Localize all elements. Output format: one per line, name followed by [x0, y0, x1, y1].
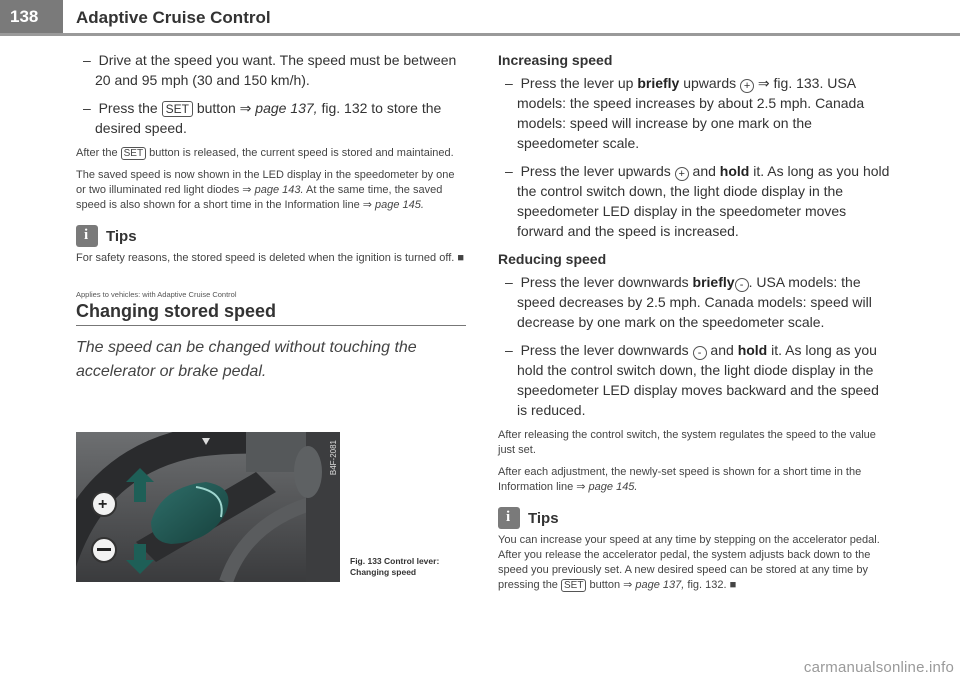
left-column [76, 50, 466, 384]
bullet-drive-speed: – Drive at the speed you want. The speed must be between 20 and 95 mph (30 and 150 km/h). [83, 52, 457, 88]
minus-icon: - [735, 278, 749, 292]
info-icon: i [76, 225, 98, 247]
figure-code: B4F-2081 [329, 440, 338, 476]
page-ref-link[interactable]: page 137, [635, 579, 685, 591]
tips-heading [76, 225, 466, 247]
increasing-speed-title: Increasing speed [498, 52, 613, 68]
minus-icon: - [693, 346, 707, 360]
reduce-brief-bullet: – Press the lever downwards briefly - . USA models: the speed decreases by 2.5 mph. Canada models: speed will decrease by one mark on the speedometer scale. [505, 274, 872, 330]
header-rule [0, 33, 960, 36]
plus-icon: + [675, 167, 689, 181]
set-key: SET [121, 147, 146, 160]
control-lever-figure [76, 432, 340, 582]
page-number-box [0, 0, 63, 36]
page-ref-link[interactable]: page 145. [375, 199, 424, 211]
page-number: 138 [10, 7, 39, 26]
plus-icon: + [740, 79, 754, 93]
tips-title: Tips [106, 227, 137, 245]
adjustment-paragraph: After each adjustment, the newly-set speed is shown for a short time in the Information line ⇒ page 145. [498, 466, 862, 493]
set-released-paragraph: After the SET button is released, the current speed is stored and maintained. [76, 147, 454, 159]
control-lever-illustration [76, 432, 340, 582]
led-display-paragraph: The saved speed is now shown in the LED display in the speedometer by one or two illuminated red light diodes ⇒ page 143. At the same time, the saved speed is also shown for a short time in the Information line ⇒ page 145. [76, 169, 455, 211]
watermark: carmanualsonline.info [803, 659, 954, 676]
bullet-press-set: – Press the SET button ⇒ page 137, fig. 132 to store the desired speed. [83, 100, 442, 136]
section-lead: The speed can be changed without touching the accelerator or brake pedal. [76, 339, 417, 380]
release-paragraph: After releasing the control switch, the system regulates the speed to the value just set. [498, 429, 876, 456]
info-icon: i [498, 507, 520, 529]
page-ref-link[interactable]: page 137, [255, 100, 318, 116]
increase-hold-bullet: – Press the lever upwards + and hold it. As long as you hold the control switch down, the light diode display in the speedometer LED display in the speedometer moves forward and the speed is increased. [505, 163, 890, 239]
tips-text: You can increase your speed at any time by stepping on the accelerator pedal. After you release the accelerator pedal, the system adjusts back down to the speed you previously set. A new desired speed can be stored at any time by pressing the SET button ⇒ page 137, fig. 132. ■ [498, 534, 880, 591]
figure-caption: Fig. 133 Control lever: Changing speed [350, 556, 440, 577]
section-title: Changing stored speed [76, 301, 466, 326]
reduce-hold-bullet: – Press the lever downwards - and hold it. As long as you hold the control switch down, the light diode display in the speedometer LED display moves backward and the speed is reduced. [505, 342, 879, 418]
set-key: SET [561, 579, 586, 592]
tips-heading [498, 507, 890, 529]
page-header-title: Adaptive Cruise Control [76, 8, 271, 27]
tips-title: Tips [528, 509, 559, 527]
page-ref-link[interactable]: page 143. [254, 184, 304, 196]
applies-note: Applies to vehicles: with Adaptive Cruise Control [76, 290, 237, 299]
svg-text:+: + [98, 496, 108, 513]
page-ref-link[interactable]: page 145. [588, 481, 638, 493]
tips-text: For safety reasons, the stored speed is deleted when the ignition is turned off. ■ [76, 252, 465, 264]
right-column [498, 52, 890, 600]
reducing-speed-title: Reducing speed [498, 251, 607, 267]
set-key: SET [162, 101, 193, 117]
increase-brief-bullet: – Press the lever up briefly upwards + ⇒ fig. 133. USA models: the speed increases by about 2.5 mph. Canada models: speed will increase by one mark on the speedometer scale. [505, 75, 865, 151]
